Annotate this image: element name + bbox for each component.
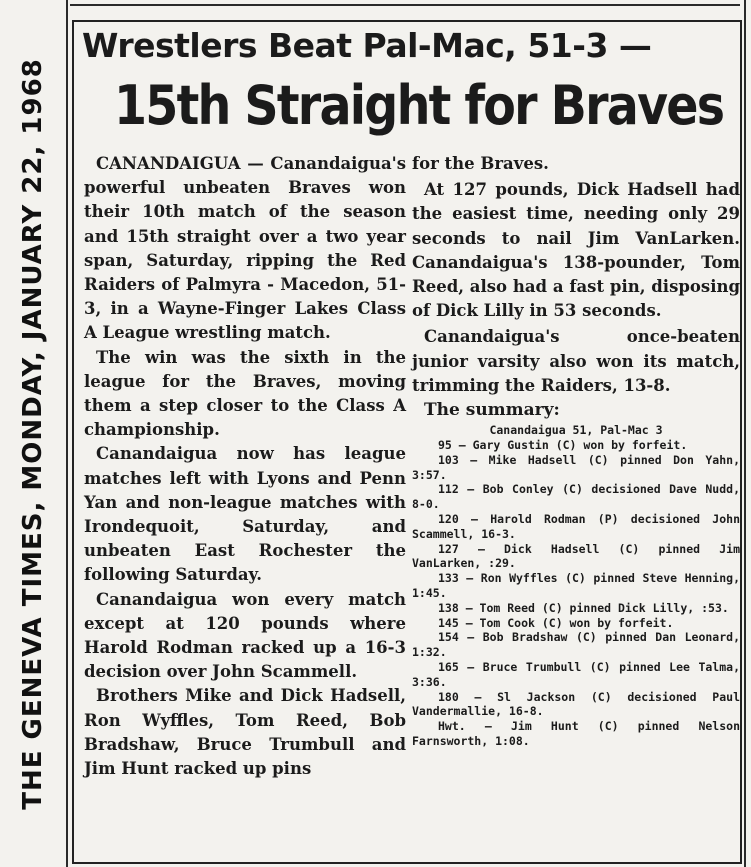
result-row: 154 — Bob Bradshaw (C) pinned Dan Leonard, 1:32. [412,630,740,660]
article-column-1 [84,152,406,781]
paragraph: At 127 pounds, Dick Hadsell had the easiest time, needing only 29 seconds to nail Jim VanLarken. Canandaigua's 138-pounder, Tom Reed, also had a fast pin, disposing of Dick Lilly in 53 seconds. [412,180,740,321]
headline-line-2: 15th Straight for Braves [113,74,724,137]
result-row: 180 — Sl Jackson (C) decisioned Paul Vandermallie, 16-8. [412,689,740,719]
summary-heading: Canandaigua 51, Pal-Mac 3 [489,423,663,438]
column-rule-right [744,0,746,867]
result-row: 120 — Harold Rodman (P) decisioned John Scammell, 16-3. [412,512,740,541]
result-row: 103 — Mike Hadsell (C) pinned Don Yahn, 3:57. [412,452,740,482]
article-clipping [72,20,742,864]
paragraph: Canandaigua's once-beaten junior varsity also won its match, trimming the Raiders, 13-8. [412,327,740,395]
results-summary [412,423,740,749]
headline-line-1: Wrestlers Beat Pal-Mac, 51-3 — [82,26,652,65]
result-row: 133 — Ron Wyffles (C) pinned Steve Henning, 1:45. [412,571,740,600]
dateline-text: THE GENEVA TIMES, MONDAY, JANUARY 22, 1968 [18,57,49,810]
paragraph: Canandaigua now has league matches left with Lyons and Penn Yan and non-league matches with Irondequoit, Saturday, and unbeaten East Rochester the following Saturday. [84,444,406,585]
paragraph: CANANDAIGUA — Canandaigua's powerful unbeaten Braves won their 10th match of the season and 15th straight over a two year span, Saturday, ripping the Red Raiders of Palmyra - Macedon, 51-3, in a Wayne-Finger Lakes Class A League wrestling match. [84,154,406,343]
result-row: 127 — Dick Hadsell (C) pinned Jim VanLarken, :29. [412,541,740,571]
result-row: 165 — Bruce Trumbull (C) pinned Lee Talma, 3:36. [412,659,740,689]
paragraph: Brothers Mike and Dick Hadsell, Ron Wyffles, Tom Reed, Bob Bradshaw, Bruce Trumbull and Jim Hunt racked up pins [84,686,406,779]
result-row: 95 — Gary Gustin (C) won by forfeit. [438,438,688,453]
paragraph-continued: for the Braves. [412,154,549,173]
column-rule-left [66,0,68,867]
dateline [4,0,62,867]
summary-title: The summary: [424,400,560,421]
result-row: 145 — Tom Cook (C) won by forfeit. [438,615,674,630]
article-column-2 [412,152,740,749]
top-rule [70,4,740,6]
paragraph: Canandaigua won every match except at 120 pounds where Harold Rodman racked up a 16-3 decision over John Scammell. [84,589,406,682]
result-row: 138 — Tom Reed (C) pinned Dick Lilly, :53. [438,600,729,615]
paragraph: The win was the sixth in the league for the Braves, moving them a step closer to the Class A championship. [84,347,406,440]
result-row: 112 — Bob Conley (C) decisioned Dave Nudd, 8-0. [412,482,740,512]
result-row: Hwt. — Jim Hunt (C) pinned Nelson Farnsworth, 1:08. [412,719,740,748]
